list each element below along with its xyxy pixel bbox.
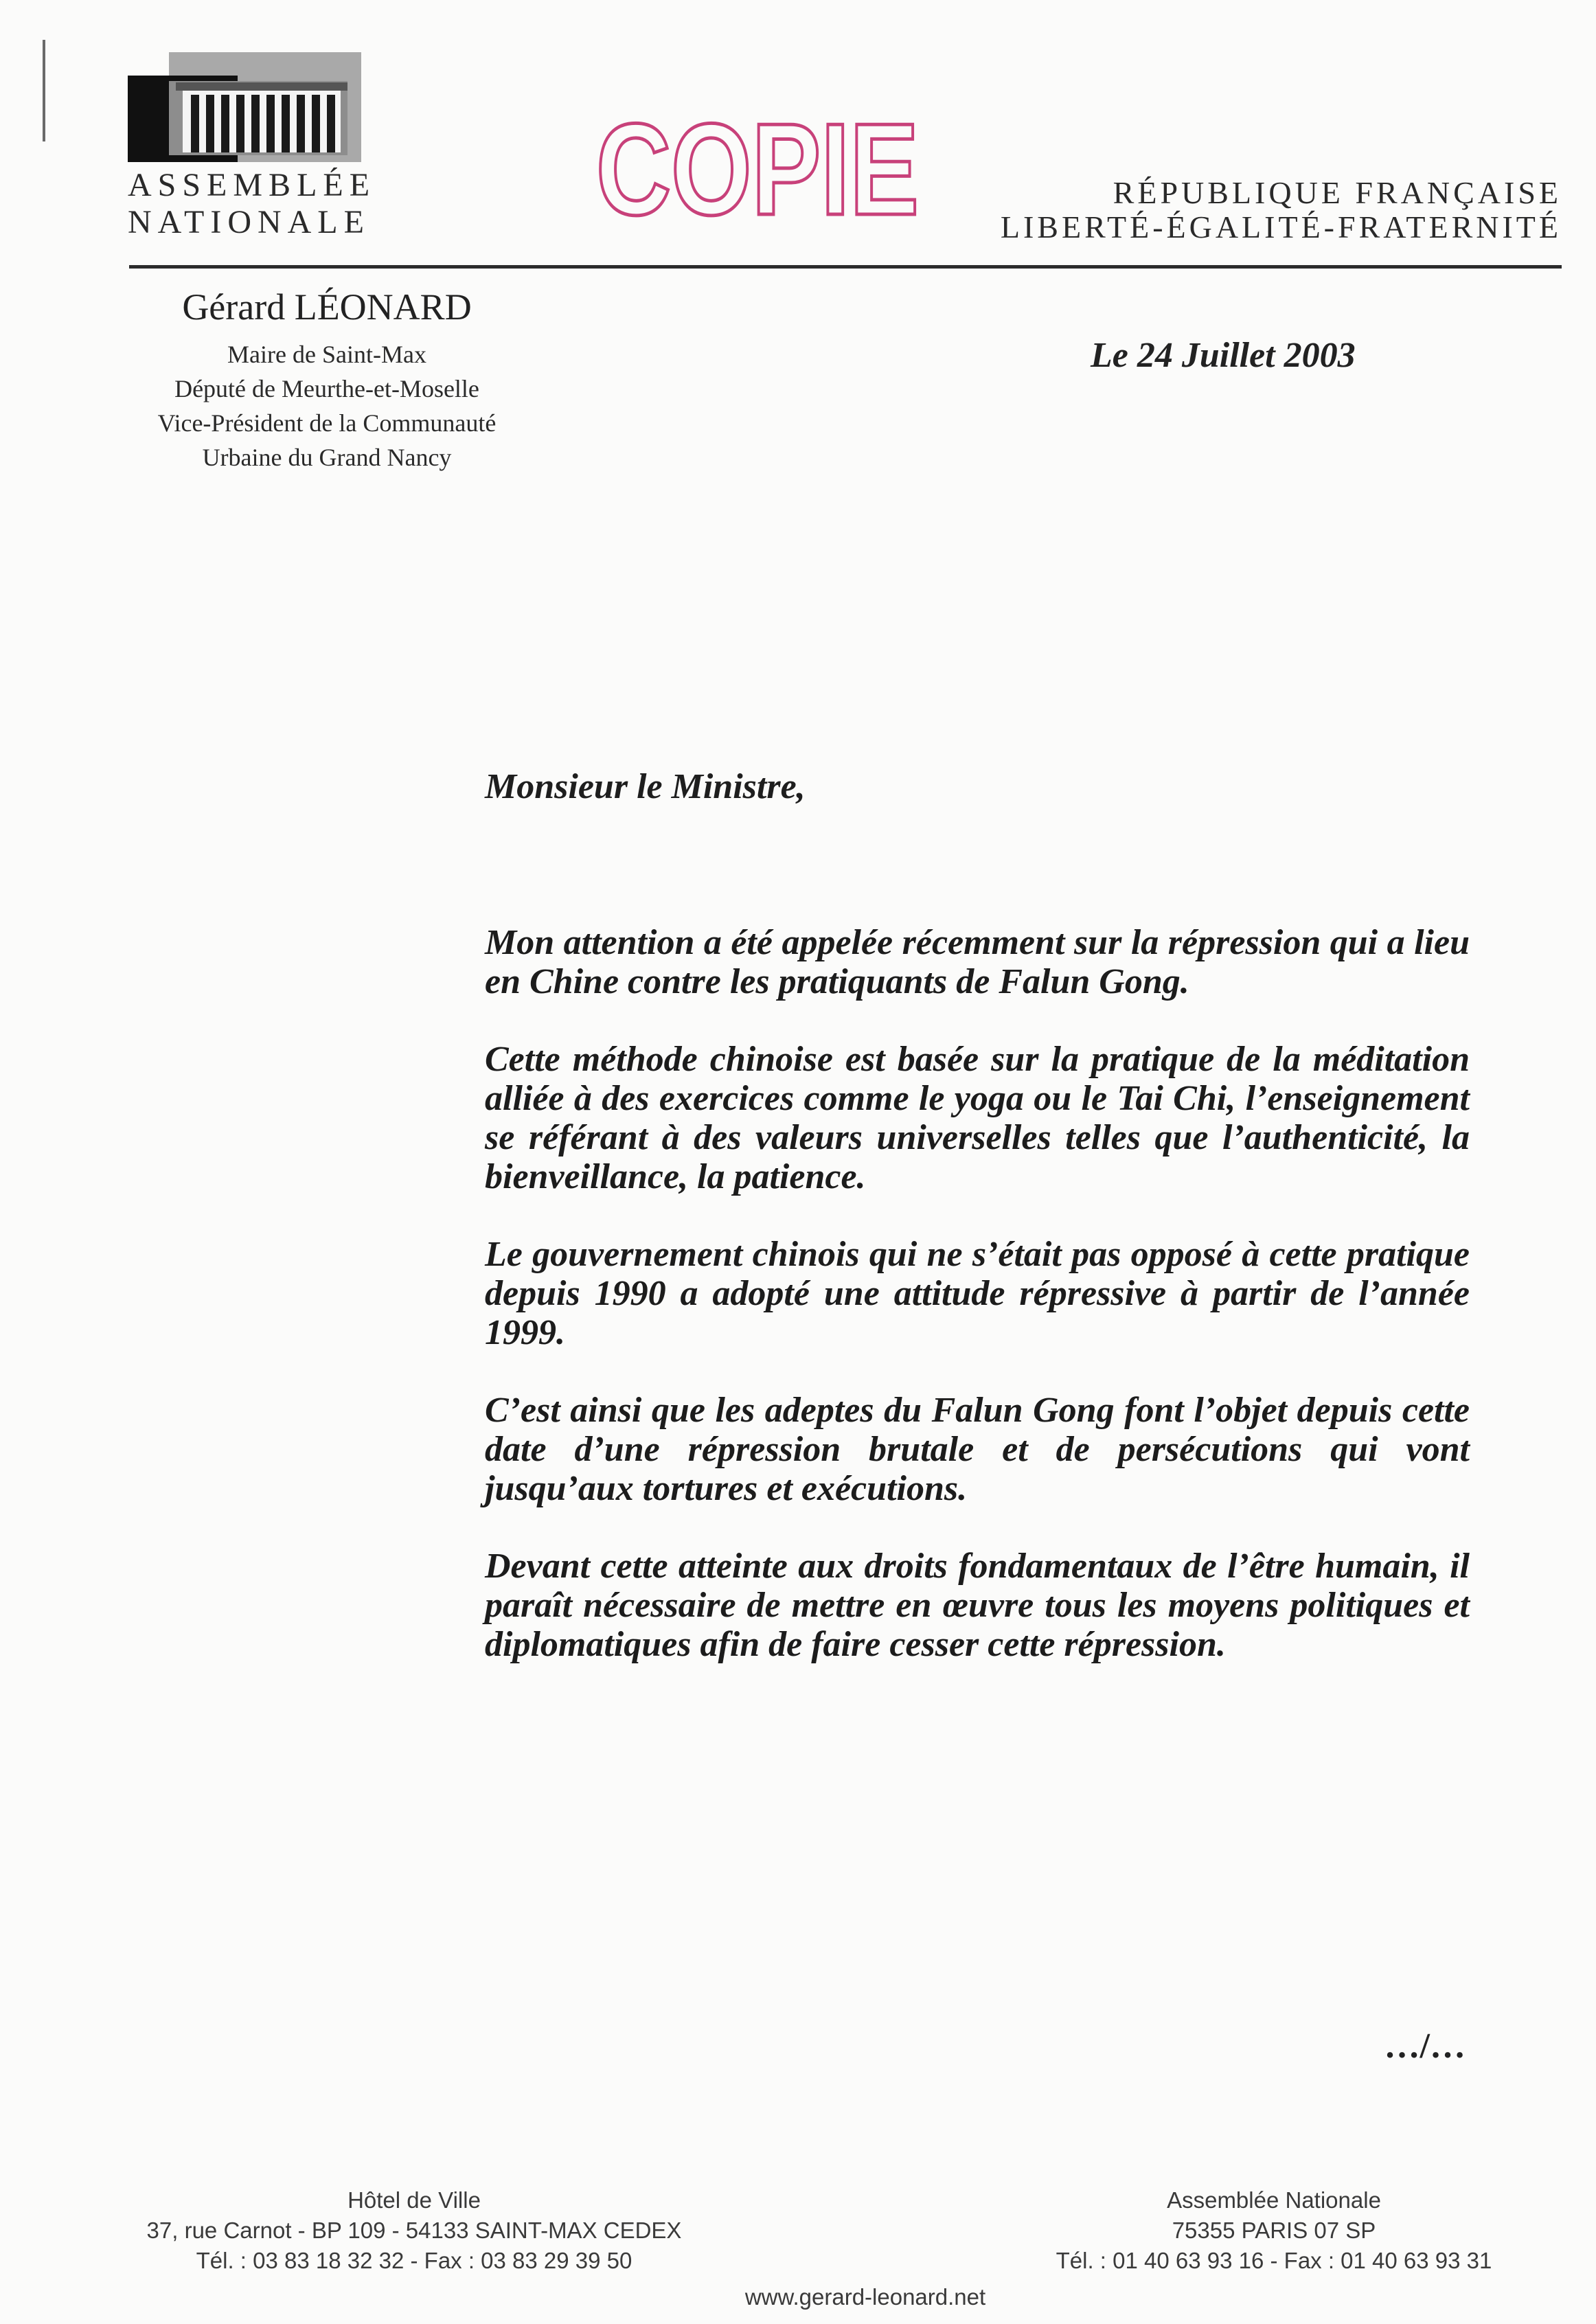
margin-mark xyxy=(43,40,45,141)
continuation-mark: …/… xyxy=(1384,2027,1466,2066)
sender-name: Gérard LÉONARD xyxy=(182,286,472,328)
footer-city-hall xyxy=(102,2185,727,2276)
sender-role: Urbaine du Grand Nancy xyxy=(202,444,452,472)
website-link[interactable]: www.gerard-leonard.net xyxy=(744,2284,986,2310)
footer-right-line2: 75355 PARIS 07 SP xyxy=(1172,2218,1376,2243)
letter-date: Le 24 Juillet 2003 xyxy=(1091,336,1356,375)
stamp-text: COPIE xyxy=(596,97,919,242)
body-paragraph: Devant cette atteinte aux droits fondamentaux de l’être humain, il paraît nécessaire de mettre en œuvre tous les moyens politiques et diplomatiques afin de faire cesser cette répression. xyxy=(485,1547,1470,1664)
copie-stamp xyxy=(592,97,923,242)
footer-left-line3: Tél. : 03 83 18 32 32 - Fax : 03 83 29 39 50 xyxy=(196,2248,632,2273)
sender-role: Vice-Président de la Communauté xyxy=(157,409,497,437)
org-name-line1: ASSEMBLÉE xyxy=(128,167,376,203)
republic-motto: LIBERTÉ-ÉGALITÉ-FRATERNITÉ xyxy=(1000,209,1562,244)
letter-body xyxy=(485,923,1470,1702)
sender-role: Maire de Saint-Max xyxy=(227,341,426,369)
org-name-line2: NATIONALE xyxy=(128,204,370,240)
assemblee-nationale-logo xyxy=(128,52,361,162)
sender-block xyxy=(128,287,526,475)
body-paragraph: Le gouvernement chinois qui ne s’était pas opposé à cette pratique depuis 1990 a adopté une attitude répressive à partir de l’année 1999. xyxy=(485,1235,1470,1352)
body-paragraph: C’est ainsi que les adeptes du Falun Gong font l’objet depuis cette date d’une répression brutale et de persécutions qui vont jusqu’aux tortures et exécutions. xyxy=(485,1391,1470,1508)
footer-right-line1: Assemblée Nationale xyxy=(1167,2187,1381,2213)
body-paragraph: Cette méthode chinoise est basée sur la pratique de la méditation alliée à des exercices comme le yoga ou le Tai Chi, l’enseignement se référant à des valeurs universelles telles que l’authenticité, la bienveillance, la patience. xyxy=(485,1040,1470,1196)
sender-role: Député de Meurthe-et-Moselle xyxy=(174,375,479,403)
footer-left-line2: 37, rue Carnot - BP 109 - 54133 SAINT-MAX CEDEX xyxy=(146,2218,682,2243)
footer-left-line1: Hôtel de Ville xyxy=(347,2187,481,2213)
footer-right-line3: Tél. : 01 40 63 93 16 - Fax : 01 40 63 93 31 xyxy=(1056,2248,1492,2273)
header-rule xyxy=(129,265,1562,269)
footer-assemblee xyxy=(989,2185,1559,2276)
republic-line1: RÉPUBLIQUE FRANÇAISE xyxy=(1113,175,1562,210)
salutation: Monsieur le Ministre, xyxy=(485,767,806,806)
body-paragraph: Mon attention a été appelée récemment sur la répression qui a lieu en Chine contre les pratiquants de Falun Gong. xyxy=(485,923,1470,1001)
